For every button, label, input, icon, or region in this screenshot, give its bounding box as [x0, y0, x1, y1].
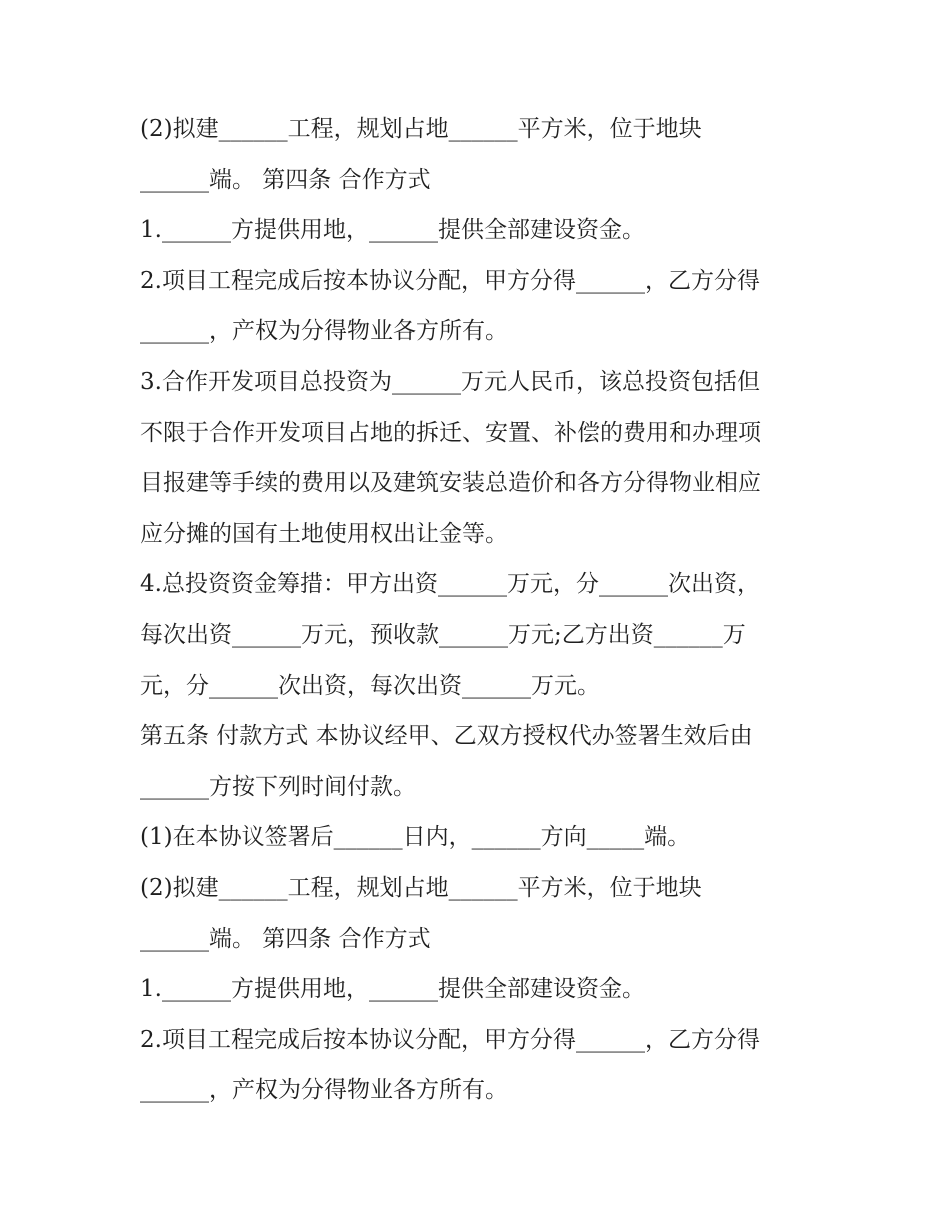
document-body	[140, 104, 820, 1116]
text-line: (1)在本协议签署后______日内，______方向_____端。	[140, 824, 691, 851]
text-line: ______，产权为分得物业各方所有。	[140, 1077, 508, 1104]
text-line: 3.合作开发项目总投资为______万元人民币，该总投资包括但	[140, 368, 760, 395]
text-line: ______方按下列时间付款。	[140, 773, 416, 800]
text-line: ______端。 第四条 合作方式	[140, 925, 431, 952]
text-line: ______，产权为分得物业各方所有。	[140, 318, 508, 345]
text-line: 第五条 付款方式 本协议经甲、乙双方授权代办签署生效后由	[140, 723, 753, 750]
text-line: 目报建等手续的费用以及建筑安装总造价和各方分得物业相应	[140, 470, 761, 497]
text-line: 应分摊的国有土地使用权出让金等。	[140, 520, 508, 547]
text-line: ______端。 第四条 合作方式	[140, 166, 431, 193]
text-line: (2)拟建______工程，规划占地______平方米，位于地块	[140, 874, 702, 901]
text-line: 2.项目工程完成后按本协议分配，甲方分得______，乙方分得	[140, 267, 760, 294]
text-line: 4.总投资资金筹措：甲方出资______万元，分______次出资，	[140, 571, 760, 598]
text-line: 不限于合作开发项目占地的拆迁、安置、补偿的费用和办理项	[140, 419, 761, 446]
text-line: 元，分______次出资，每次出资______万元。	[140, 672, 600, 699]
text-line: 1.______方提供用地，______提供全部建设资金。	[140, 217, 645, 244]
text-line: (2)拟建______工程，规划占地______平方米，位于地块	[140, 116, 702, 142]
text-line: 2.项目工程完成后按本协议分配，甲方分得______，乙方分得	[140, 1026, 760, 1053]
text-line: 每次出资______万元，预收款______万元;乙方出资______万	[140, 621, 746, 648]
text-line: 1.______方提供用地，______提供全部建设资金。	[140, 976, 645, 1003]
